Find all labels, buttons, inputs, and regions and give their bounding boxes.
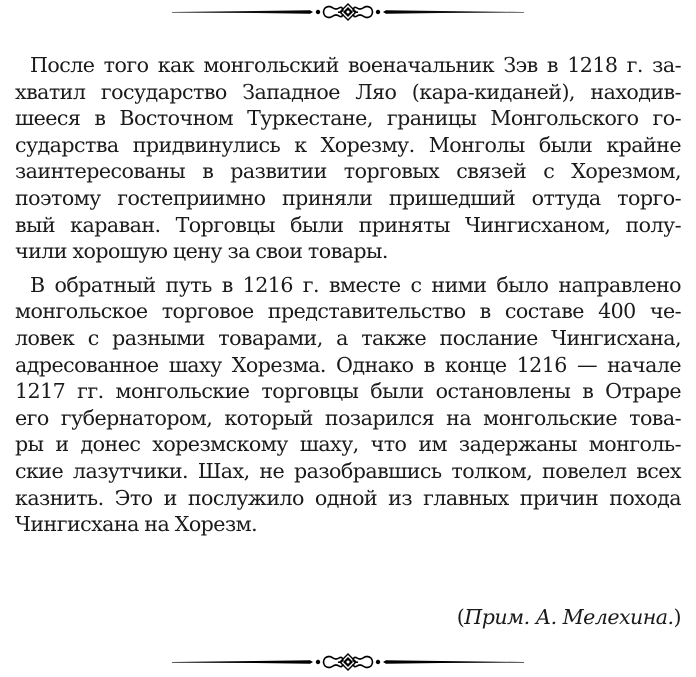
text-line: После того как монгольский военачальник Зэв в 1218 г. за- <box>30 53 681 77</box>
text-line: чили хорошую цену за свои товары. <box>15 239 388 264</box>
text-line: его губернатором, который позарился на монгольские това- <box>15 405 681 430</box>
attribution-open-paren: ( <box>456 605 465 629</box>
paragraph-2 <box>15 272 681 538</box>
attribution-close-paren: ) <box>673 605 681 629</box>
text-line: монгольское торговое представительство в составе 400 че- <box>15 299 681 324</box>
text-line: ловек с разными товарами, а также послание Чингисхана, <box>15 325 681 350</box>
ornament-divider-icon <box>170 2 526 22</box>
paragraph-1 <box>15 52 681 265</box>
text-line: поэтому гостеприимно приняли пришедший оттуда торго- <box>15 185 681 210</box>
text-line: хватил государство Западное Ляо (кара-киданей), находив- <box>15 79 681 104</box>
ornament-divider-icon <box>170 652 526 672</box>
text-line: ры и донес хорезмскому шаху, что им задержаны монголь- <box>15 432 681 457</box>
text-line: шееся в Восточном Туркестане, границы Монгольского го- <box>15 106 681 131</box>
text-line: вый караван. Торговцы были приняты Чингисханом, полу- <box>15 212 681 237</box>
text-line: ские лазутчики. Шах, не разобравшись толком, повелел всех <box>15 458 681 483</box>
text-line: Чингисхана на Хорезм. <box>15 512 258 537</box>
text-line: адресованное шаху Хорезма. Однако в конце 1216 — начале <box>15 352 681 377</box>
bottom-ornament-divider <box>170 652 526 672</box>
note-attribution <box>457 605 681 629</box>
text-line: казнить. Это и послужило одной из главных причин похода <box>15 485 681 510</box>
text-line: заинтересованы в развитии торговых связей с Хорезмом, <box>15 159 681 184</box>
text-line: В обратный путь в 1216 г. вместе с ними было направлено <box>30 272 681 297</box>
text-line: 1217 гг. монгольские торговцы были остановлены в Отраре <box>15 379 681 404</box>
document-body <box>15 52 681 538</box>
attribution-text: Прим. А. Мелехина. <box>464 605 674 629</box>
text-line: сударства придвинулись к Хорезму. Монголы были крайне <box>15 132 681 157</box>
top-ornament-divider <box>170 2 526 22</box>
